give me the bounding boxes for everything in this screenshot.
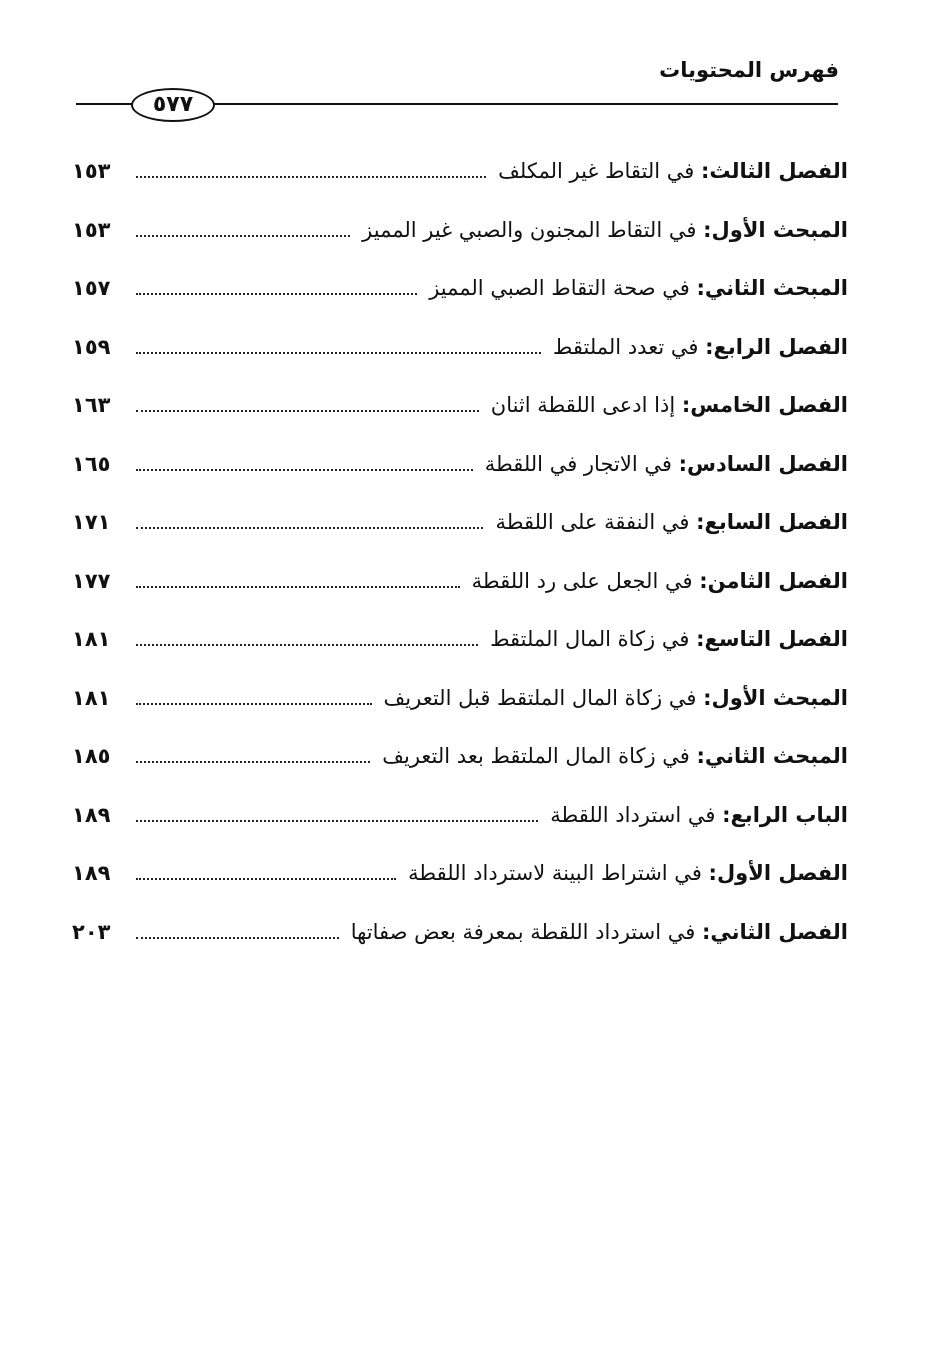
toc-entry-page: ١٧٧ — [72, 568, 111, 593]
dot-leader — [136, 702, 372, 705]
toc-entry-page: ١٥٧ — [72, 276, 111, 300]
table-of-contents — [72, 148, 848, 967]
toc-entry — [72, 382, 848, 441]
toc-entry-title — [382, 739, 848, 773]
toc-entry-label: الفصل الأول: — [708, 861, 848, 885]
toc-entry-label: الفصل الثالث: — [701, 159, 848, 183]
toc-entry-title — [408, 856, 848, 890]
toc-entry-title — [491, 388, 848, 422]
toc-entry-topic: في اشتراط البينة لاسترداد اللقطة — [408, 861, 702, 885]
toc-entry — [72, 499, 848, 558]
dot-leader — [136, 292, 417, 295]
toc-entry-page: ١٦٣ — [72, 393, 111, 417]
toc-entry-topic: في النفقة على اللقطة — [495, 510, 690, 534]
toc-entry-label: الفصل الثاني: — [701, 919, 848, 944]
toc-entry-label: الفصل السابع: — [696, 510, 848, 534]
toc-entry — [72, 850, 848, 909]
toc-entry-title — [498, 154, 848, 188]
toc-entry — [72, 207, 848, 266]
toc-entry — [72, 324, 848, 383]
toc-entry-page: ١٥٩ — [72, 334, 111, 359]
toc-entry-topic: في زكاة المال الملتقط قبل التعريف — [383, 685, 697, 710]
toc-entry-page: ١٨١ — [72, 627, 111, 651]
toc-entry-topic: في التقاط غير المكلف — [498, 159, 695, 183]
toc-entry — [72, 675, 848, 734]
toc-entry-title — [553, 330, 848, 364]
toc-entry — [72, 792, 848, 851]
toc-entry — [72, 733, 848, 792]
dot-leader — [136, 526, 483, 529]
toc-entry-label: المبحث الثاني: — [696, 744, 848, 768]
dot-leader — [136, 468, 473, 471]
toc-entry-title — [490, 622, 848, 656]
toc-entry-topic: إذا ادعى اللقطة اثنان — [490, 393, 676, 417]
toc-entry-topic: في التقاط المجنون والصبي غير المميز — [362, 217, 697, 242]
toc-entry-page: ١٧١ — [72, 510, 111, 534]
toc-entry-topic: في الجعل على رد اللقطة — [471, 568, 693, 593]
toc-entry-page: ٢٠٣ — [72, 919, 111, 944]
dot-leader — [136, 351, 541, 354]
toc-entry-title — [485, 447, 848, 481]
dot-leader — [136, 936, 339, 939]
toc-entry-label: الباب الرابع: — [722, 802, 848, 827]
toc-entry — [72, 265, 848, 324]
toc-entry-label: الفصل السادس: — [678, 451, 848, 476]
toc-entry-title — [550, 798, 848, 832]
toc-entry-topic: في تعدد الملتقط — [552, 334, 699, 359]
toc-entry-title — [429, 271, 848, 305]
toc-entry-label: الفصل الثامن: — [699, 568, 848, 593]
toc-entry-page: ١٨٩ — [72, 861, 111, 885]
toc-entry — [72, 148, 848, 207]
toc-entry-page: ١٥٣ — [72, 217, 111, 242]
dot-leader — [136, 409, 479, 412]
toc-entry-topic: في استرداد اللقطة — [550, 802, 716, 827]
dot-leader — [136, 175, 486, 178]
toc-entry-title — [472, 564, 848, 598]
toc-entry-page: ١٦٥ — [72, 451, 111, 476]
toc-entry-label: المبحث الثاني: — [696, 276, 848, 300]
dot-leader — [136, 760, 370, 763]
page-number-badge: ٥٧٧ — [131, 88, 215, 122]
toc-entry — [72, 441, 848, 500]
dot-leader — [136, 585, 460, 588]
toc-entry-title — [351, 915, 848, 949]
toc-entry-title — [495, 505, 848, 539]
toc-entry — [72, 558, 848, 617]
toc-entry-topic: في زكاة المال الملتقط بعد التعريف — [382, 744, 690, 768]
toc-entry-topic: في الاتجار في اللقطة — [484, 451, 672, 476]
dot-leader — [136, 643, 478, 646]
toc-entry-topic: في زكاة المال الملتقط — [490, 627, 690, 651]
toc-entry — [72, 909, 848, 968]
dot-leader — [136, 877, 396, 880]
toc-entry-page: ١٨٥ — [72, 744, 111, 768]
dot-leader — [136, 234, 350, 237]
toc-entry-page: ١٨٩ — [72, 802, 111, 827]
toc-entry-title — [362, 213, 848, 247]
toc-entry-label: المبحث الأول: — [703, 217, 848, 242]
toc-entry-label: الفصل التاسع: — [696, 627, 848, 651]
toc-entry-topic: في استرداد اللقطة بمعرفة بعض صفاتها — [350, 919, 696, 944]
header-title: فهرس المحتويات — [659, 58, 839, 82]
toc-entry-label: الفصل الرابع: — [705, 334, 848, 359]
toc-entry-label: المبحث الأول: — [703, 685, 848, 710]
toc-entry-topic: في صحة التقاط الصبي المميز — [429, 276, 690, 300]
toc-entry — [72, 616, 848, 675]
dot-leader — [136, 819, 538, 822]
toc-entry-page: ١٥٣ — [72, 159, 111, 183]
toc-entry-label: الفصل الخامس: — [681, 393, 848, 417]
toc-entry-page: ١٨١ — [72, 685, 111, 710]
toc-entry-title — [384, 681, 848, 715]
